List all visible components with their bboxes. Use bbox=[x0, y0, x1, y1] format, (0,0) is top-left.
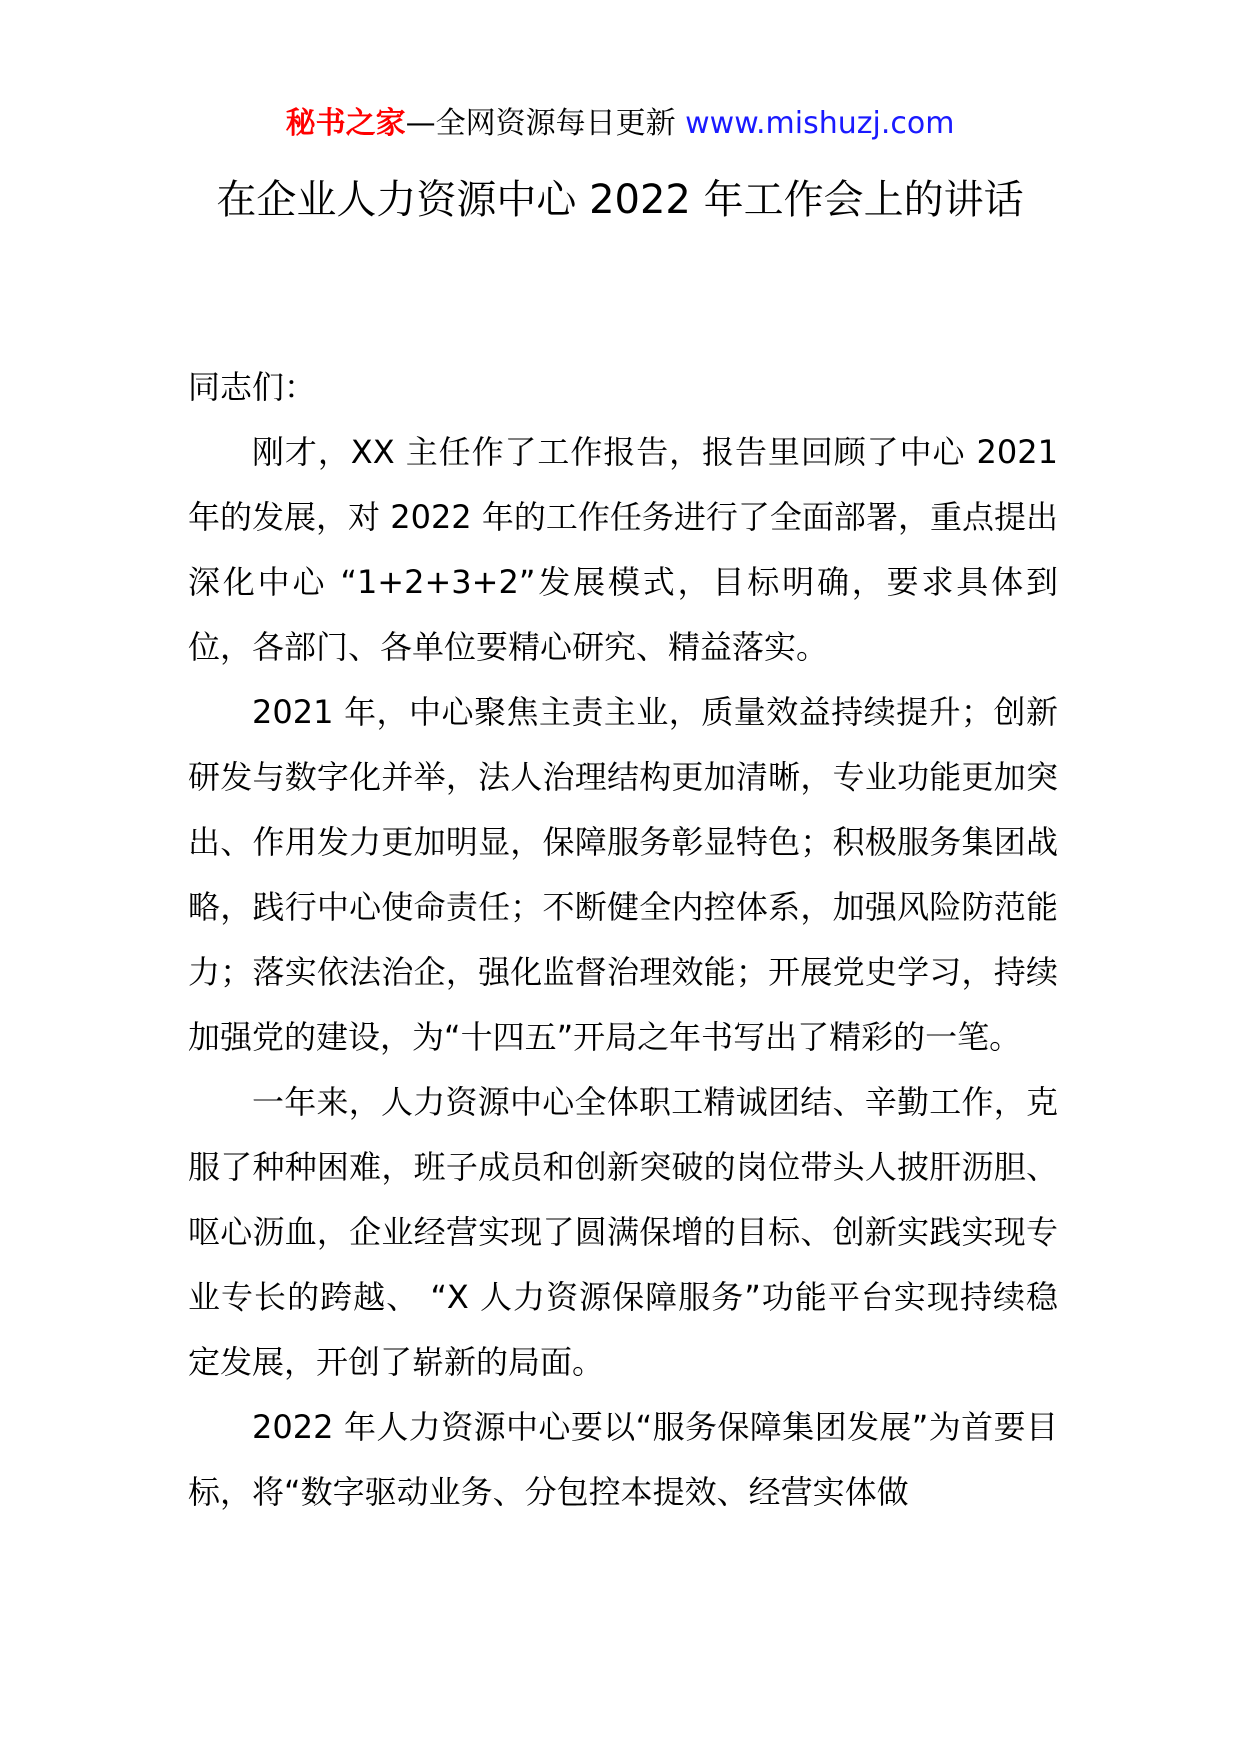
brand-name: 秘书之家 bbox=[285, 106, 406, 141]
site-url-link[interactable]: www.mishuzj.com bbox=[685, 106, 955, 141]
salutation: 同志们： bbox=[188, 368, 317, 406]
document-title: 在企业人力资源中心 2022 年工作会上的讲话 bbox=[216, 177, 1024, 223]
document-body bbox=[188, 355, 1058, 1525]
paragraph: 2022 年人力资源中心要以“服务保障集团发展”为首要目标，将“数字驱动业务、分包控本提效、经营实体做 bbox=[188, 1408, 1058, 1511]
paragraph: 一年来，人力资源中心全体职工精诚团结、辛勤工作，克服了种种困难，班子成员和创新突破的岗位带头人披肝沥胆、呕心沥血，企业经营实现了圆满保增的目标、创新实践实现专业专长的跨越、 “X 人力资源保障服务”功能平台实现持续稳定发展，开创了崭新的局面。 bbox=[188, 1083, 1058, 1381]
paragraph: 2021 年，中心聚焦主责主业，质量效益持续提升；创新研发与数字化并举，法人治理结构更加清晰，专业功能更加突出、作用发力更加明显，保障服务彰显特色；积极服务集团战略，践行中心使命责任；不断健全内控体系，加强风险防范能力；落实依法治企，强化监督治理效能；开展党史学习，持续加强党的建设，为“十四五”开局之年书写出了精彩的一笔。 bbox=[188, 693, 1058, 1056]
header-tagline: —全网资源每日更新 bbox=[405, 106, 676, 141]
paragraph: 刚才，XX 主任作了工作报告，报告里回顾了中心 2021 年的发展，对 2022 年的工作任务进行了全面部署，重点提出深化中心 “1+2+3+2”发展模式，目标明确，要求具体到位，各部门、各单位要精心研究、精益落实。 bbox=[188, 433, 1058, 666]
site-header bbox=[0, 102, 1240, 146]
